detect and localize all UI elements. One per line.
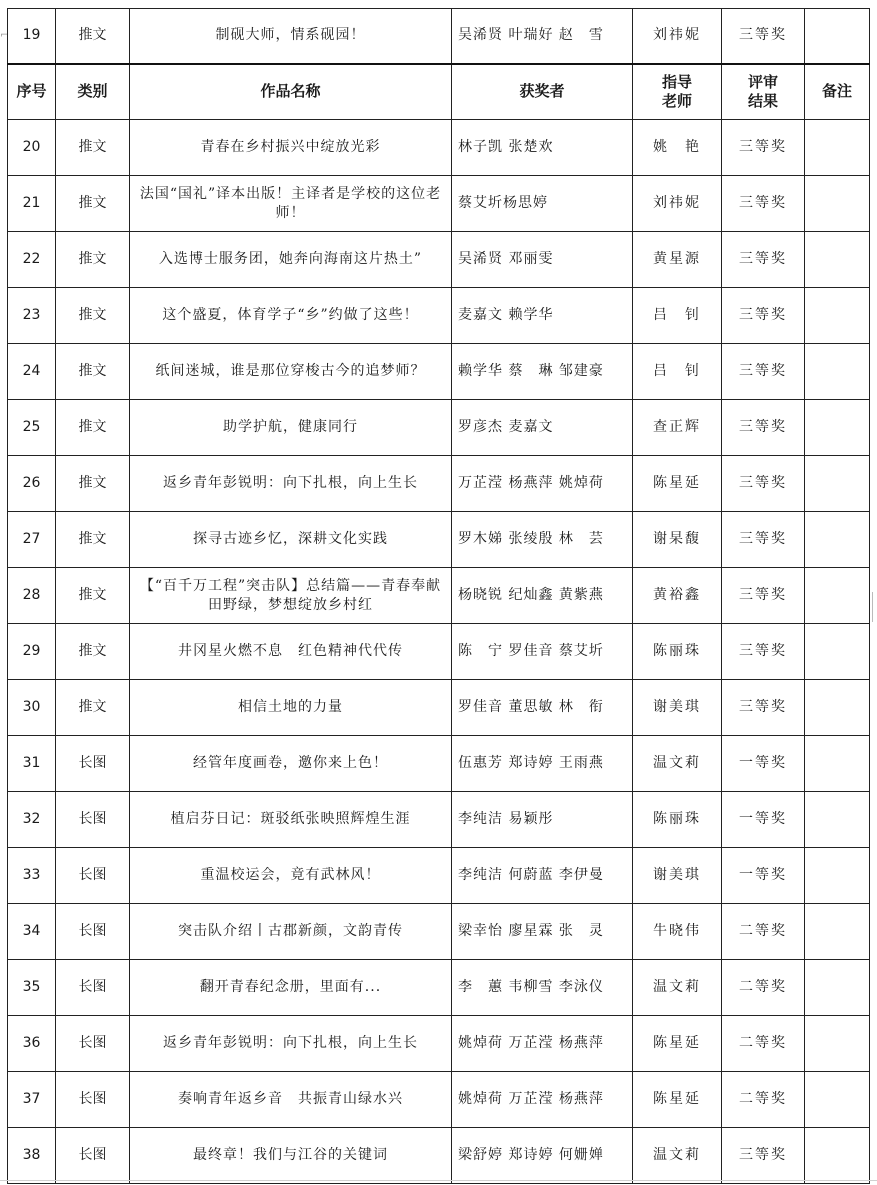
cell-advisor: 牛晓伟 <box>633 904 722 960</box>
cell-title: 经管年度画卷，邀你来上色！ <box>130 736 452 792</box>
cell-note <box>805 1072 870 1128</box>
cell-seq: 37 <box>8 1072 56 1128</box>
cell-winners: 姚焯荷 万芷滢 杨燕萍 <box>452 1016 633 1072</box>
cell-title: 返乡青年彭锐明：向下扎根，向上生长 <box>130 1016 452 1072</box>
cell-title: 制砚大师，情系砚园！ <box>130 9 452 64</box>
cell-winners: 麦嘉文 赖学华 <box>452 288 633 344</box>
cell-result: 三等奖 <box>722 512 805 568</box>
cell-seq: 23 <box>8 288 56 344</box>
table-row <box>8 1128 870 1184</box>
cell-advisor: 温文莉 <box>633 960 722 1016</box>
cell-result: 三等奖 <box>722 288 805 344</box>
cell-result: 三等奖 <box>722 1128 805 1184</box>
cell-winners: 伍惠芳 郑诗婷 王雨燕 <box>452 736 633 792</box>
cell-seq: 31 <box>8 736 56 792</box>
table-header-row <box>8 64 870 120</box>
cell-category: 长图 <box>56 1016 130 1072</box>
cell-seq: 33 <box>8 848 56 904</box>
cell-title: 这个盛夏，体育学子“乡”约做了这些！ <box>130 288 452 344</box>
cell-note <box>805 624 870 680</box>
cell-result: 三等奖 <box>722 232 805 288</box>
cell-title: 奏响青年返乡音 共振青山绿水兴 <box>130 1072 452 1128</box>
header-seq: 序号 <box>8 64 56 120</box>
cell-category: 长图 <box>56 792 130 848</box>
right-edge-tab <box>872 592 877 622</box>
cell-title: 【“百千万工程”突击队】总结篇——青春奉献田野绿，梦想绽放乡村红 <box>130 568 452 624</box>
cell-result: 二等奖 <box>722 1072 805 1128</box>
cell-advisor: 谢美琪 <box>633 848 722 904</box>
table-row <box>8 792 870 848</box>
table-row <box>8 512 870 568</box>
table-row <box>8 624 870 680</box>
cell-advisor: 陈丽珠 <box>633 792 722 848</box>
cell-category: 推文 <box>56 9 130 64</box>
table-row <box>8 120 870 176</box>
cell-note <box>805 120 870 176</box>
table-row <box>8 400 870 456</box>
cell-title: 突击队介绍丨古郡新颜，文韵青传 <box>130 904 452 960</box>
cell-winners: 赖学华 蔡 琳 邹建豪 <box>452 344 633 400</box>
cell-winners: 罗木娣 张绫殷 林 芸 <box>452 512 633 568</box>
cell-seq: 29 <box>8 624 56 680</box>
header-category: 类别 <box>56 64 130 120</box>
cell-advisor: 陈丽珠 <box>633 624 722 680</box>
cell-title: 最终章！我们与江谷的关键词 <box>130 1128 452 1184</box>
cell-result: 三等奖 <box>722 400 805 456</box>
cell-category: 推文 <box>56 232 130 288</box>
cell-note <box>805 9 870 64</box>
cell-seq: 25 <box>8 400 56 456</box>
table-row <box>8 904 870 960</box>
award-table-page <box>7 8 869 1184</box>
cell-title: 法国“国礼”译本出版！主译者是学校的这位老师！ <box>130 176 452 232</box>
cell-winners: 万芷滢 杨燕萍 姚焯荷 <box>452 456 633 512</box>
cell-result: 三等奖 <box>722 344 805 400</box>
cell-winners: 林子凯 张楚欢 <box>452 120 633 176</box>
cell-seq: 35 <box>8 960 56 1016</box>
cell-result: 三等奖 <box>722 456 805 512</box>
cell-advisor: 温文莉 <box>633 1128 722 1184</box>
cell-advisor: 刘祎妮 <box>633 9 722 64</box>
header-result-line1: 评审 <box>747 72 778 91</box>
cell-result: 三等奖 <box>722 176 805 232</box>
cell-advisor: 陈星延 <box>633 456 722 512</box>
header-advisor-line2: 老师 <box>661 91 692 110</box>
cell-title: 返乡青年彭锐明：向下扎根，向上生长 <box>130 456 452 512</box>
cell-note <box>805 400 870 456</box>
table-row <box>8 960 870 1016</box>
cell-seq: 34 <box>8 904 56 960</box>
cell-result: 三等奖 <box>722 120 805 176</box>
cell-advisor: 刘祎妮 <box>633 176 722 232</box>
table-row-first <box>8 9 870 64</box>
cell-note <box>805 1016 870 1072</box>
cell-winners: 李纯洁 何蔚蓝 李伊曼 <box>452 848 633 904</box>
table-row <box>8 176 870 232</box>
table-row <box>8 232 870 288</box>
cell-title: 青春在乡村振兴中绽放光彩 <box>130 120 452 176</box>
cell-winners: 杨晓锐 纪灿鑫 黄紫燕 <box>452 568 633 624</box>
cell-seq: 27 <box>8 512 56 568</box>
cell-advisor: 吕 钊 <box>633 288 722 344</box>
cell-result: 三等奖 <box>722 680 805 736</box>
cell-seq: 21 <box>8 176 56 232</box>
cell-seq: 30 <box>8 680 56 736</box>
cell-note <box>805 456 870 512</box>
left-edge-mark: ⌐ <box>0 30 9 41</box>
cell-note <box>805 960 870 1016</box>
cell-category: 推文 <box>56 680 130 736</box>
cell-category: 长图 <box>56 960 130 1016</box>
cell-result: 三等奖 <box>722 9 805 64</box>
cell-category: 推文 <box>56 512 130 568</box>
page-bottom-line <box>0 1180 877 1181</box>
cell-winners: 蔡艾圻杨思婷 <box>452 176 633 232</box>
cell-note <box>805 736 870 792</box>
table-row <box>8 568 870 624</box>
cell-title: 入选博士服务团，她奔向海南这片热土” <box>130 232 452 288</box>
cell-title: 助学护航，健康同行 <box>130 400 452 456</box>
table-row <box>8 344 870 400</box>
cell-winners: 李纯洁 易颖彤 <box>452 792 633 848</box>
cell-title: 重温校运会，竟有武林风！ <box>130 848 452 904</box>
cell-advisor: 谢美琪 <box>633 680 722 736</box>
cell-result: 二等奖 <box>722 1016 805 1072</box>
cell-note <box>805 904 870 960</box>
cell-note <box>805 792 870 848</box>
cell-title: 井冈星火燃不息 红色精神代代传 <box>130 624 452 680</box>
cell-result: 三等奖 <box>722 568 805 624</box>
cell-category: 推文 <box>56 568 130 624</box>
cell-note <box>805 848 870 904</box>
table-row <box>8 736 870 792</box>
header-advisor <box>633 64 722 120</box>
cell-advisor: 谢杲馥 <box>633 512 722 568</box>
cell-advisor: 黄裕鑫 <box>633 568 722 624</box>
cell-note <box>805 680 870 736</box>
cell-note <box>805 176 870 232</box>
cell-advisor: 查正辉 <box>633 400 722 456</box>
cell-seq: 22 <box>8 232 56 288</box>
header-winners: 获奖者 <box>452 64 633 120</box>
cell-winners: 李 蕙 韦柳雪 李泳仪 <box>452 960 633 1016</box>
cell-result: 一等奖 <box>722 736 805 792</box>
header-result <box>722 64 805 120</box>
cell-note <box>805 1128 870 1184</box>
cell-category: 推文 <box>56 400 130 456</box>
header-title: 作品名称 <box>130 64 452 120</box>
cell-seq: 20 <box>8 120 56 176</box>
cell-category: 长图 <box>56 848 130 904</box>
cell-winners: 陈 宁 罗佳音 蔡艾圻 <box>452 624 633 680</box>
cell-result: 二等奖 <box>722 904 805 960</box>
header-result-line2: 结果 <box>747 91 778 110</box>
cell-note <box>805 512 870 568</box>
table-row <box>8 456 870 512</box>
cell-result: 一等奖 <box>722 848 805 904</box>
cell-seq: 19 <box>8 9 56 64</box>
cell-note <box>805 232 870 288</box>
cell-category: 长图 <box>56 1072 130 1128</box>
cell-seq: 38 <box>8 1128 56 1184</box>
cell-title: 纸间迷城，谁是那位穿梭古今的追梦师？ <box>130 344 452 400</box>
cell-category: 推文 <box>56 624 130 680</box>
table-row <box>8 1016 870 1072</box>
cell-seq: 24 <box>8 344 56 400</box>
table-row <box>8 288 870 344</box>
cell-winners: 梁舒婷 郑诗婷 何姗婵 <box>452 1128 633 1184</box>
cell-result: 二等奖 <box>722 960 805 1016</box>
cell-category: 推文 <box>56 344 130 400</box>
table-row <box>8 1072 870 1128</box>
cell-title: 探寻古迹乡忆，深耕文化实践 <box>130 512 452 568</box>
cell-advisor: 吕 钊 <box>633 344 722 400</box>
table-row <box>8 848 870 904</box>
cell-note <box>805 288 870 344</box>
header-advisor-line1: 指导 <box>661 72 692 91</box>
cell-advisor: 黄星源 <box>633 232 722 288</box>
cell-seq: 28 <box>8 568 56 624</box>
cell-winners: 姚焯荷 万芷滢 杨燕萍 <box>452 1072 633 1128</box>
cell-category: 长图 <box>56 904 130 960</box>
award-table <box>7 8 870 1184</box>
cell-category: 推文 <box>56 120 130 176</box>
cell-title: 相信土地的力量 <box>130 680 452 736</box>
cell-seq: 26 <box>8 456 56 512</box>
cell-winners: 吴浠贤 邓丽雯 <box>452 232 633 288</box>
cell-winners: 梁幸怡 廖星霖 张 灵 <box>452 904 633 960</box>
cell-category: 推文 <box>56 176 130 232</box>
cell-winners: 罗彦杰 麦嘉文 <box>452 400 633 456</box>
table-row <box>8 680 870 736</box>
cell-seq: 36 <box>8 1016 56 1072</box>
header-note: 备注 <box>805 64 870 120</box>
cell-advisor: 姚 艳 <box>633 120 722 176</box>
cell-title: 植启芬日记：斑驳纸张映照辉煌生涯 <box>130 792 452 848</box>
cell-result: 一等奖 <box>722 792 805 848</box>
cell-category: 推文 <box>56 456 130 512</box>
cell-note <box>805 568 870 624</box>
cell-category: 推文 <box>56 288 130 344</box>
cell-advisor: 温文莉 <box>633 736 722 792</box>
cell-winners: 吴浠贤 叶瑞好 赵 雪 <box>452 9 633 64</box>
cell-winners: 罗佳音 董思敏 林 衔 <box>452 680 633 736</box>
cell-advisor: 陈星延 <box>633 1016 722 1072</box>
cell-title: 翻开青春纪念册，里面有... <box>130 960 452 1016</box>
cell-note <box>805 344 870 400</box>
cell-category: 长图 <box>56 1128 130 1184</box>
cell-seq: 32 <box>8 792 56 848</box>
cell-category: 长图 <box>56 736 130 792</box>
cell-result: 三等奖 <box>722 624 805 680</box>
cell-advisor: 陈星延 <box>633 1072 722 1128</box>
